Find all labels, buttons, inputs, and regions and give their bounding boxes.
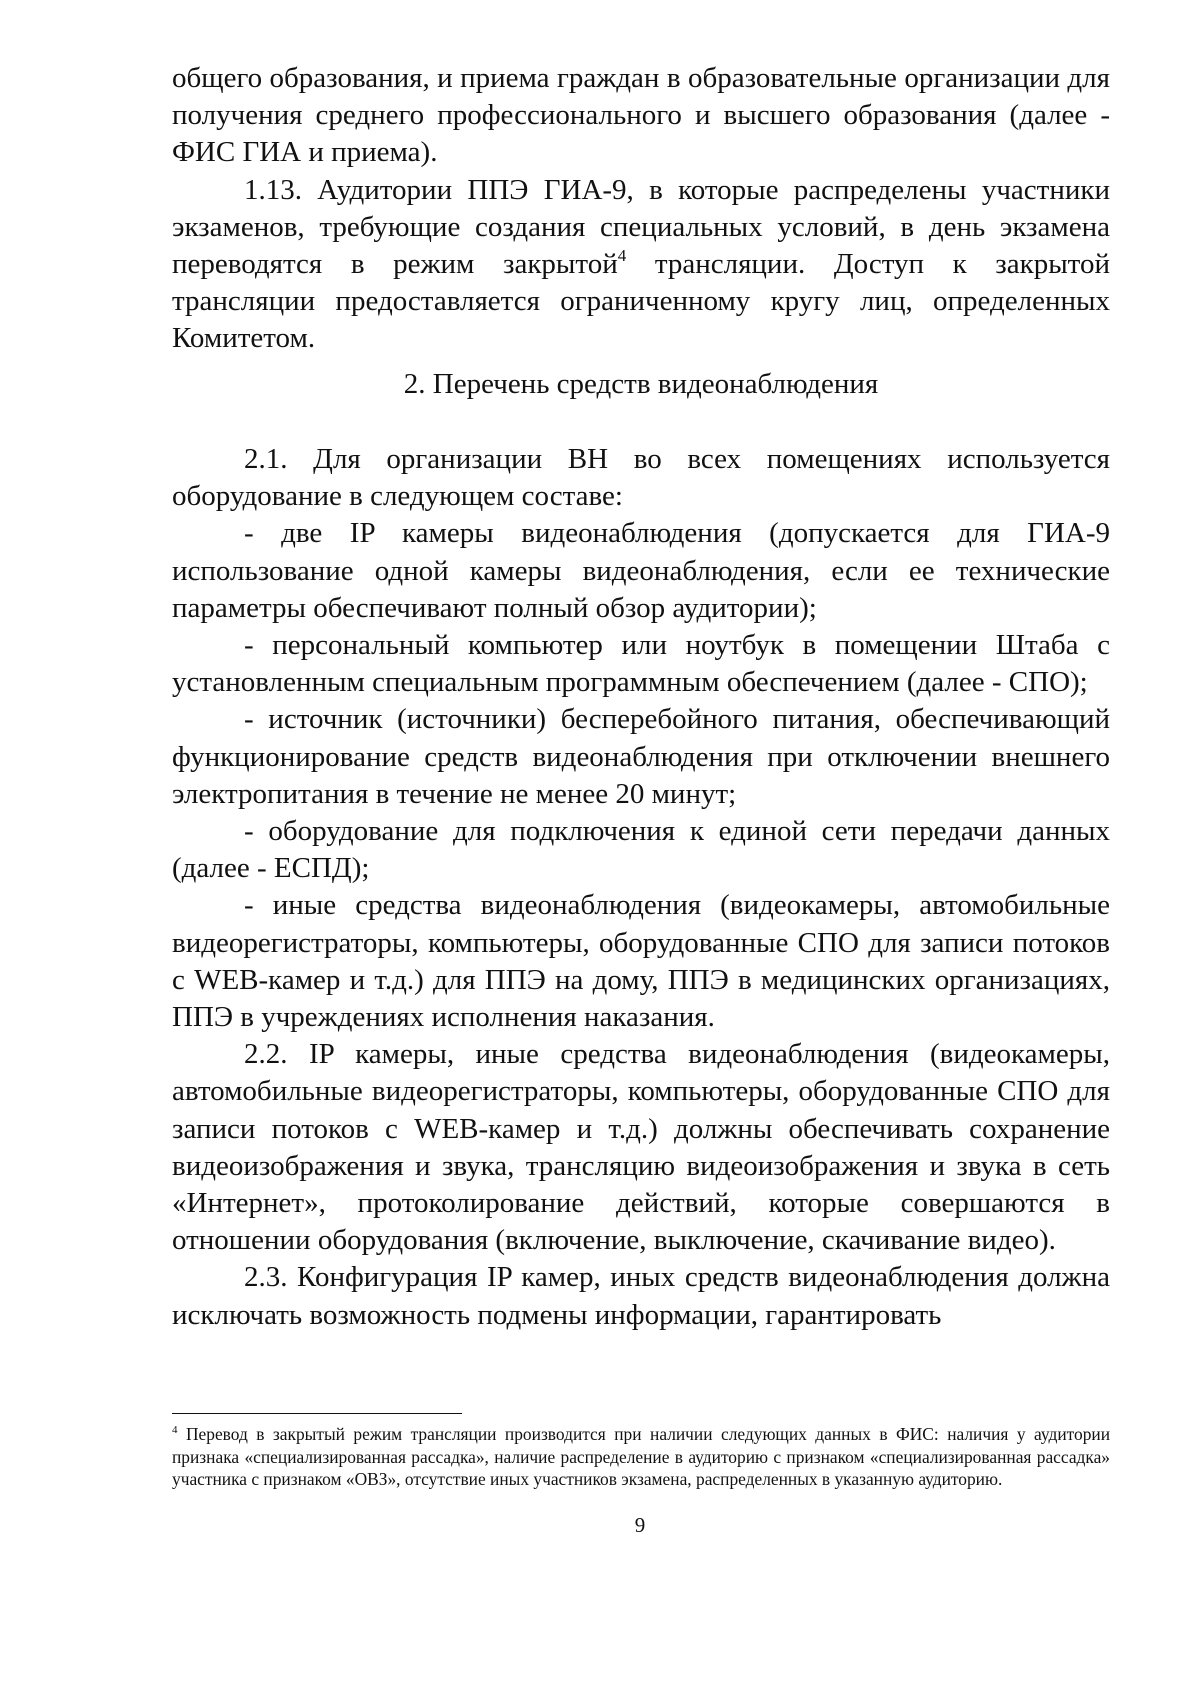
paragraph-1-13-text: 1.13. Аудитории ППЭ ГИА-9, в которые распределены участники экзаменов, требующие создания специальных условий, в день экзамена переводятся в режим закрытой	[172, 173, 1110, 281]
paragraph-2-1: 2.1. Для организации ВН во всех помещениях используется оборудование в следующем составе:	[172, 443, 1110, 513]
paragraph-1-13	[172, 172, 1110, 358]
footnote-reference[interactable]: 4	[617, 246, 627, 266]
list-item: - источник (источники) бесперебойного питания, обеспечивающий функционирование средств видеонаблюдения при отключении внешнего электропитания в течение не менее 20 минут;	[172, 703, 1110, 810]
footnote	[172, 1423, 1110, 1491]
body-text-top	[172, 60, 1110, 358]
footnote-separator	[172, 1413, 462, 1414]
list-item: - персональный компьютер или ноутбук в помещении Штаба с установленным специальным программным обеспечением (далее - СПО);	[172, 629, 1110, 699]
body-text-section-2	[172, 441, 1110, 1334]
section-heading: 2. Перечень средств видеонаблюдения	[403, 368, 879, 400]
footnote-text: Перевод в закрытый режим трансляции производится при наличии следующих данных в ФИС: наличия у аудитории признака «специализированная рассадка», наличие распределение в аудиторию с признаком «специализированная рассадка» участника с признаком «ОВЗ», отсутствие иных участников экзамена, распределенных в указанную аудиторию.	[172, 1424, 1110, 1490]
list-item: - иные средства видеонаблюдения (видеокамеры, автомобильные видеорегистраторы, компьютеры, оборудованные СПО для записи потоков с WEB-камер и т.д.) для ППЭ на дому, ППЭ в медицинских организациях, ППЭ в учреждениях исполнения наказания.	[172, 889, 1110, 1034]
list-item: - оборудование для подключения к единой сети передачи данных (далее - ЕСПД);	[172, 815, 1110, 885]
paragraph-2-2: 2.2. IP камеры, иные средства видеонаблюдения (видеокамеры, автомобильные видеорегистраторы, компьютеры, оборудованные СПО для записи потоков с WEB-камер и т.д.) должны обеспечивать сохранение видеоизображения и звука, трансляцию видеоизображения и звука в сеть «Интернет», протоколирование действий, которые совершаются в отношении оборудования (включение, выключение, скачивание видео).	[172, 1038, 1110, 1257]
paragraph-1-13-text-end: трансляции. Доступ к закрытой трансляции предоставляется ограниченному кругу лиц, определенных Комитетом.	[172, 248, 1110, 355]
page-number: 9	[634, 1513, 646, 1537]
footnote-marker: 4	[172, 1424, 178, 1436]
paragraph-continuation: общего образования, и приема граждан в образовательные организации для получения среднего профессионального и высшего образования (далее - ФИС ГИА и приема).	[172, 62, 1110, 169]
list-item: - две IP камеры видеонаблюдения (допускается для ГИА-9 использование одной камеры видеонаблюдения, если ее технические параметры обеспечивают полный обзор аудитории);	[172, 517, 1110, 624]
paragraph-2-3: 2.3. Конфигурация IP камер, иных средств видеонаблюдения должна исключать возможность подмены информации, гарантировать	[172, 1261, 1110, 1331]
